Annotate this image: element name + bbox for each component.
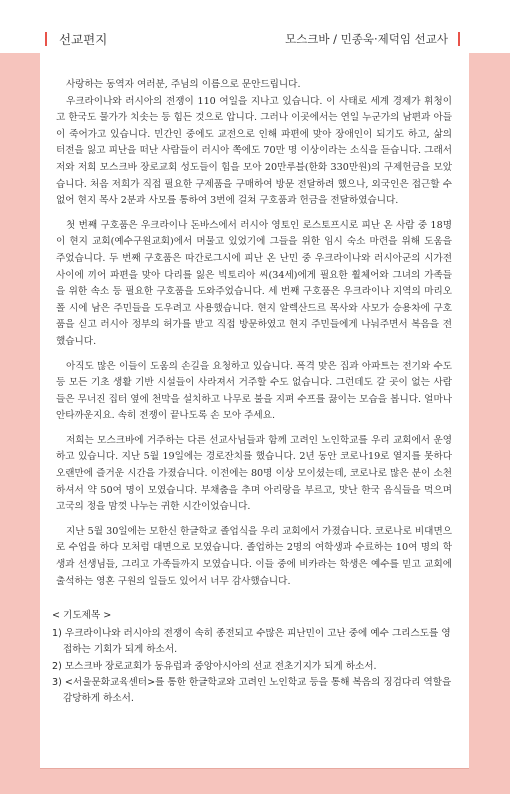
page-header	[0, 25, 510, 53]
prayer-requests	[52, 608, 452, 707]
author-name: 모스크바 / 민종욱·제덕임 선교사	[285, 32, 448, 46]
paragraph-relief: 첫 번째 구호품은 우크라이나 돈바스에서 러시아 영토인 로스토프시로 피난 온 사람 중 18명이 현지 교회(예수구원교회)에서 머물고 있었기에 그들을 위한 임시 숙소 마련을 위해 도움을 주었습니다. 두 번째 구호품은 따간로그시에 피난 온 난민 중 우크라이나와 러시아군의 시가전 사이에 끼어 파편을 맞아 다리를 잃은 빅토리아 씨(34세)에게 필요한 휠체어와 그녀의 가족들을 위한 속소 등 필요한 구호품을 도와주었습니다. 세 번째 구호품은 우크라이나 지역의 마리오폴 시에 남은 주민들을 도우려고 사용했습니다. 현지 알렉산드르 목사와 사모가 승용차에 구호품을 싣고 러시아 정부의 허가를 받고 직접 방문하였고 현지 주민들에게 나눠주면서 복음을 전했습니다.	[56, 219, 452, 347]
prayer-item: 1) 우크라이나와 러시아의 전쟁이 속히 종전되고 수많은 피난민이 고난 중에 예수 그리스도를 영접하는 기회가 되게 하소서.	[52, 628, 451, 656]
paragraph-war: 우크라이나와 러시아의 전쟁이 110 여일을 지나고 있습니다. 이 사태로 세계 경제가 휘청이고 한국도 물가가 치솟는 등 힘든 것으로 압니다. 그러나 이곳에서는 연일 누군가의 남편과 아들이 죽어가고 있습니다. 민간인 중에도 교전으로 인해 파편에 맞아 장애인이 되기도 하고, 삶의 터전을 잃고 피난을 떠난 사람들이 러시아 쪽에도 70만 명 이상이라는 소식을 듣습니다. 그래서 저와 저희 모스크바 장로교회 성도들이 힘을 모아 20만루블(한화 330만원)의 구제헌금을 모았습니다. 처음 저희가 직접 필요한 구제품을 구매하여 방문 전달하려 했으나, 외국인은 접근할 수 없어 현지 목사 2분과 사모를 통하여 3번에 걸쳐 구호품과 헌금을 전달하였습니다.	[56, 95, 452, 207]
prayer-item: 2) 모스크바 장로교회가 동유럽과 중앙아시아의 선교 전초기지가 되게 하소서.	[52, 660, 377, 672]
paragraph-greeting: 사랑하는 동역자 여러분, 주님의 이름으로 문안드립니다.	[66, 79, 301, 90]
accent-bar-right	[458, 32, 460, 46]
prayer-title: < 기도제목 >	[52, 610, 112, 621]
prayer-item: 3) <서울문화교육센터>를 통한 한글학교와 고려인 노인학교 등을 통해 복음의 징검다리 역할을 감당하게 하소서.	[52, 676, 452, 705]
paragraph-graduation: 지난 5월 30일에는 모한신 한글학교 졸업식을 우리 교회에서 가졌습니다. 코로나로 비대면으로 수업을 하다 모처럼 대면으로 모였습니다. 졸업하는 2명의 여학생과 수료하는 10여 명의 학생과 선생님들, 그리고 가족들까지 모였습니다. 이들 중에 비카라는 학생은 예수를 믿고 교회에 출석하는 영혼 구원의 일들도 있어서 너무 감사했습니다.	[56, 525, 452, 587]
author-label	[285, 25, 460, 53]
paragraph-need: 아직도 많은 이들이 도움의 손길을 요청하고 있습니다. 폭격 맞은 집과 아파트는 전기와 수도 등 모든 기초 생활 기반 시설들이 사라져서 거주할 수도 없습니다. 그런데도 갈 곳이 없는 사람들은 무너진 집터 옆에 천막을 설치하고 나무로 불을 지펴 수프를 끓이는 모습을 봅니다. 얼마나 안타까운지요. 속히 전쟁이 끝나도록 손 모아 주세요.	[56, 360, 452, 422]
section-label	[45, 25, 107, 53]
top-band	[0, 0, 510, 25]
paragraph-senior-school: 저희는 모스크바에 거주하는 다른 선교사님들과 함께 고려인 노인학교를 우리 교회에서 운영하고 있습니다. 지난 5월 19일에는 경로잔치를 했습니다. 2년 동안 코로나19로 열지를 못하다 오랜만에 즐거운 시간을 가졌습니다. 이전에는 80명 이상 모이셨는데, 코로나로 많은 분이 소천하셔서 약 50여 명이 모였습니다. 부채춤을 추며 아리랑을 부르고, 맛난 한국 음식들을 먹으며 고국의 정을 맘껏 나누는 귀한 시간이었습니다.	[56, 434, 452, 513]
accent-bar-left	[45, 32, 47, 46]
section-title: 선교편지	[59, 32, 108, 47]
letter-body	[56, 77, 452, 598]
